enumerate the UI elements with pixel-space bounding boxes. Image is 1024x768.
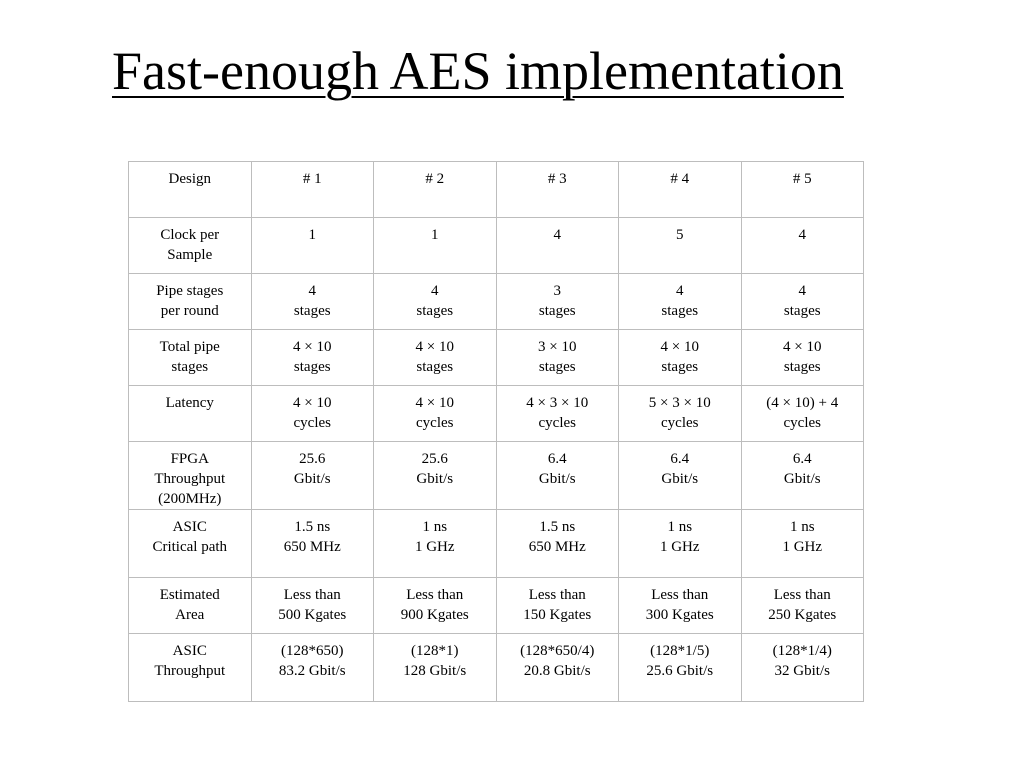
data-cell: [741, 578, 864, 634]
cell-text: Less than: [773, 587, 831, 603]
row-header-text: Critical path: [152, 539, 228, 555]
data-cell: [619, 510, 742, 578]
cell-text: 1.5 ns: [294, 519, 331, 535]
cell-text: 4 × 10: [660, 339, 699, 355]
data-cell: [619, 386, 742, 442]
data-cell: [251, 442, 374, 510]
data-cell: [251, 578, 374, 634]
row-header-text: Design: [168, 171, 211, 187]
cell-text: 25.6: [299, 451, 326, 467]
cell-text: 4 × 10: [783, 339, 822, 355]
row-header-text: Estimated: [159, 587, 220, 603]
data-cell: [374, 634, 497, 702]
row-header-text: Throughput: [154, 471, 226, 487]
cell-text: (128*650/4): [520, 643, 595, 659]
data-cell: [251, 330, 374, 386]
cell-text: (128*1): [411, 643, 459, 659]
table-row-total-pipe-stages: [129, 330, 864, 386]
row-header-cell: [129, 218, 252, 274]
row-header-text: ASIC: [172, 519, 207, 535]
row-header-cell: [129, 510, 252, 578]
row-header-text: Pipe stages: [156, 283, 224, 299]
cell-text: (128*650): [281, 643, 344, 659]
cell-text: 25.6: [421, 451, 448, 467]
cell-text: 83.2 Gbit/s: [278, 663, 346, 679]
row-header-text: Clock per: [160, 227, 220, 243]
cell-text: 3: [553, 283, 561, 299]
row-header-text: Latency: [165, 395, 214, 411]
data-cell: [496, 510, 619, 578]
table-row-estimated-area: [129, 578, 864, 634]
data-cell: [741, 274, 864, 330]
column-header-text: # 1: [302, 171, 322, 187]
cell-text: 4: [308, 283, 316, 299]
cell-text: 4 × 3 × 10: [526, 395, 589, 411]
cell-text: stages: [293, 303, 331, 319]
column-header-text: # 3: [547, 171, 567, 187]
row-header-cell: [129, 330, 252, 386]
data-cell: [374, 442, 497, 510]
data-cell: [374, 386, 497, 442]
data-cell: [619, 634, 742, 702]
comparison-table-container: [128, 161, 864, 702]
row-header-text: (200MHz): [158, 491, 222, 507]
cell-text: 4 × 10: [293, 395, 332, 411]
table-row-latency: [129, 386, 864, 442]
cell-text: cycles: [661, 415, 699, 431]
row-header-text: stages: [171, 359, 209, 375]
row-header-text: Sample: [167, 247, 213, 263]
data-cell: [741, 330, 864, 386]
cell-text: 5: [676, 227, 684, 243]
cell-text: cycles: [538, 415, 576, 431]
table-row-fpga-throughput: [129, 442, 864, 510]
cell-text: Gbit/s: [538, 471, 576, 487]
cell-text: stages: [661, 303, 699, 319]
column-header-cell: [374, 162, 497, 218]
row-header-text: FPGA: [170, 451, 209, 467]
row-header-text: Area: [175, 607, 205, 623]
cell-text: stages: [538, 359, 576, 375]
cell-text: Gbit/s: [783, 471, 821, 487]
data-cell: [374, 510, 497, 578]
cell-text: 250 Kgates: [768, 607, 837, 623]
cell-text: 1: [308, 227, 316, 243]
cell-text: Gbit/s: [661, 471, 699, 487]
cell-text: stages: [416, 359, 454, 375]
column-header-text: # 4: [670, 171, 690, 187]
data-cell: [251, 274, 374, 330]
cell-text: Gbit/s: [416, 471, 454, 487]
cell-text: 6.4: [792, 451, 812, 467]
cell-text: 128 Gbit/s: [403, 663, 467, 679]
row-header-cell: [129, 386, 252, 442]
cell-text: 6.4: [670, 451, 690, 467]
column-header-text: # 2: [425, 171, 445, 187]
cell-text: 32 Gbit/s: [774, 663, 830, 679]
data-cell: [374, 274, 497, 330]
cell-text: stages: [538, 303, 576, 319]
column-header-cell: [251, 162, 374, 218]
cell-text: 4 × 10: [415, 339, 454, 355]
data-cell: [619, 578, 742, 634]
comparison-table-body: [129, 162, 864, 702]
cell-text: 1 GHz: [659, 539, 700, 555]
cell-text: (4 × 10) + 4: [766, 395, 839, 411]
cell-text: 4 × 10: [415, 395, 454, 411]
cell-text: (128*1/5): [650, 643, 710, 659]
cell-text: 4: [553, 227, 561, 243]
data-cell: [619, 442, 742, 510]
cell-text: cycles: [293, 415, 331, 431]
comparison-table: [128, 161, 864, 702]
data-cell: [496, 386, 619, 442]
row-header-cell: [129, 578, 252, 634]
table-row-asic-throughput: [129, 634, 864, 702]
cell-text: 1 ns: [422, 519, 448, 535]
data-cell: [619, 274, 742, 330]
data-cell: [374, 578, 497, 634]
data-cell: [496, 330, 619, 386]
row-header-cell: [129, 274, 252, 330]
data-cell: [251, 634, 374, 702]
data-cell: [496, 578, 619, 634]
cell-text: (128*1/4): [772, 643, 832, 659]
cell-text: 4 × 10: [293, 339, 332, 355]
cell-text: stages: [783, 359, 821, 375]
column-header-cell: [619, 162, 742, 218]
data-cell: [741, 218, 864, 274]
cell-text: stages: [783, 303, 821, 319]
data-cell: [619, 330, 742, 386]
data-cell: [374, 330, 497, 386]
row-header-text: ASIC: [172, 643, 207, 659]
table-row-design: [129, 162, 864, 218]
cell-text: Gbit/s: [293, 471, 331, 487]
cell-text: 500 Kgates: [278, 607, 347, 623]
cell-text: 3 × 10: [538, 339, 577, 355]
cell-text: 4: [798, 227, 806, 243]
cell-text: cycles: [416, 415, 454, 431]
cell-text: stages: [661, 359, 699, 375]
data-cell: [619, 218, 742, 274]
cell-text: 1 GHz: [414, 539, 455, 555]
data-cell: [251, 386, 374, 442]
cell-text: 1: [431, 227, 439, 243]
data-cell: [374, 218, 497, 274]
row-header-text: per round: [160, 303, 219, 319]
data-cell: [496, 634, 619, 702]
column-header-text: # 5: [792, 171, 812, 187]
cell-text: cycles: [783, 415, 821, 431]
slide-title: Fast-enough AES implementation: [112, 41, 844, 101]
cell-text: 20.8 Gbit/s: [523, 663, 591, 679]
data-cell: [496, 218, 619, 274]
data-cell: [741, 386, 864, 442]
cell-text: 1 ns: [789, 519, 815, 535]
cell-text: 150 Kgates: [523, 607, 592, 623]
cell-text: 1 ns: [667, 519, 693, 535]
row-header-text: Throughput: [154, 663, 226, 679]
cell-text: 1 GHz: [782, 539, 823, 555]
row-header-text: Total pipe: [159, 339, 220, 355]
cell-text: stages: [293, 359, 331, 375]
data-cell: [741, 510, 864, 578]
table-row-pipe-stages-per-round: [129, 274, 864, 330]
cell-text: 6.4: [547, 451, 567, 467]
data-cell: [251, 218, 374, 274]
row-header-cell: [129, 442, 252, 510]
cell-text: 4: [431, 283, 439, 299]
cell-text: stages: [416, 303, 454, 319]
data-cell: [741, 442, 864, 510]
data-cell: [496, 274, 619, 330]
table-row-asic-critical-path: [129, 510, 864, 578]
cell-text: 5 × 3 × 10: [648, 395, 711, 411]
table-row-clock-per-sample: [129, 218, 864, 274]
cell-text: 900 Kgates: [400, 607, 469, 623]
cell-text: 650 MHz: [528, 539, 586, 555]
data-cell: [741, 634, 864, 702]
cell-text: Less than: [406, 587, 464, 603]
cell-text: Less than: [651, 587, 709, 603]
row-header-cell: [129, 634, 252, 702]
column-header-cell: [496, 162, 619, 218]
cell-text: Less than: [283, 587, 341, 603]
column-header-cell: [741, 162, 864, 218]
data-cell: [251, 510, 374, 578]
cell-text: 25.6 Gbit/s: [646, 663, 714, 679]
data-cell: [496, 442, 619, 510]
cell-text: 300 Kgates: [645, 607, 714, 623]
cell-text: 4: [676, 283, 684, 299]
cell-text: 4: [798, 283, 806, 299]
row-header-cell: [129, 162, 252, 218]
cell-text: 1.5 ns: [539, 519, 576, 535]
cell-text: 650 MHz: [283, 539, 341, 555]
cell-text: Less than: [528, 587, 586, 603]
